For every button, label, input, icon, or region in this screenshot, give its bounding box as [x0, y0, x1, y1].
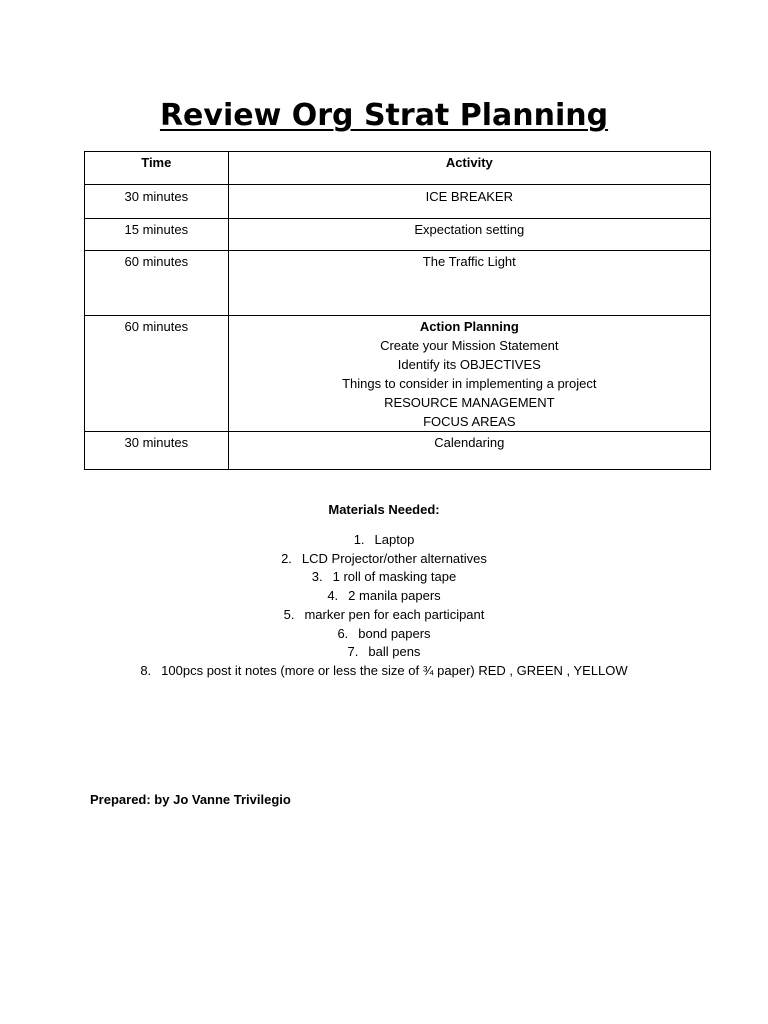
table-row — [85, 251, 711, 316]
activity-cell — [228, 219, 710, 251]
materials-heading: Materials Needed: — [328, 502, 440, 517]
activity-line: The Traffic Light — [422, 254, 516, 269]
activity-line: Identify its OBJECTIVES — [397, 357, 541, 372]
list-text: ball pens — [368, 644, 421, 660]
list-item — [0, 643, 768, 662]
list-item — [0, 625, 768, 644]
prepared-by: Prepared: by Jo Vanne Trivilegio — [90, 792, 291, 807]
list-number: 3. — [311, 569, 323, 585]
time-column-header: Time — [85, 152, 229, 185]
materials-list — [0, 531, 768, 681]
activity-column-header: Activity — [228, 152, 710, 185]
activity-cell — [228, 251, 710, 316]
table-header-row — [85, 152, 711, 185]
time-cell: 30 minutes — [85, 185, 229, 219]
activity-cell — [228, 432, 710, 470]
list-number: 8. — [140, 662, 152, 678]
activity-heading: Action Planning — [419, 319, 519, 334]
table-row — [85, 219, 711, 251]
list-number: 2. — [281, 550, 292, 566]
list-text: 100pcs post it notes (more or less the size of ¾ paper) RED , GREEN , YELLOW — [161, 662, 628, 678]
time-cell: 60 minutes — [85, 251, 229, 316]
list-item — [0, 568, 768, 587]
list-item — [0, 550, 768, 569]
activity-line: ICE BREAKER — [425, 189, 513, 204]
activity-line: Expectation setting — [414, 222, 525, 237]
time-cell: 30 minutes — [85, 432, 229, 470]
list-text: LCD Projector/other alternatives — [301, 550, 487, 566]
list-text: 1 roll of masking tape — [332, 569, 457, 585]
activity-line: Calendaring — [434, 435, 505, 450]
table-row — [85, 432, 711, 470]
time-cell: 60 minutes — [85, 316, 229, 432]
time-cell: 15 minutes — [85, 219, 229, 251]
activity-line: RESOURCE MANAGEMENT — [384, 395, 555, 410]
list-text: Laptop — [374, 532, 415, 547]
activity-line: Things to consider in implementing a project — [342, 376, 597, 391]
list-text: 2 manila papers — [348, 588, 441, 604]
table-row — [85, 185, 711, 219]
document-title: Review Org Strat Planning — [159, 98, 609, 133]
activity-cell — [228, 316, 710, 432]
list-number: 6. — [337, 625, 349, 641]
list-number: 1. — [353, 532, 365, 547]
list-item — [0, 531, 768, 550]
list-item — [0, 587, 768, 606]
list-text: marker pen for each participant — [304, 606, 485, 622]
schedule-table — [84, 151, 711, 470]
list-number: 7. — [347, 644, 359, 660]
list-number: 4. — [327, 588, 339, 604]
table-row — [85, 316, 711, 432]
activity-line: FOCUS AREAS — [423, 414, 516, 429]
activity-cell — [228, 185, 710, 219]
list-item — [0, 662, 768, 681]
list-number: 5. — [283, 606, 295, 622]
list-item — [0, 606, 768, 625]
list-text: bond papers — [358, 625, 431, 641]
activity-line: Create your Mission Statement — [380, 338, 559, 353]
